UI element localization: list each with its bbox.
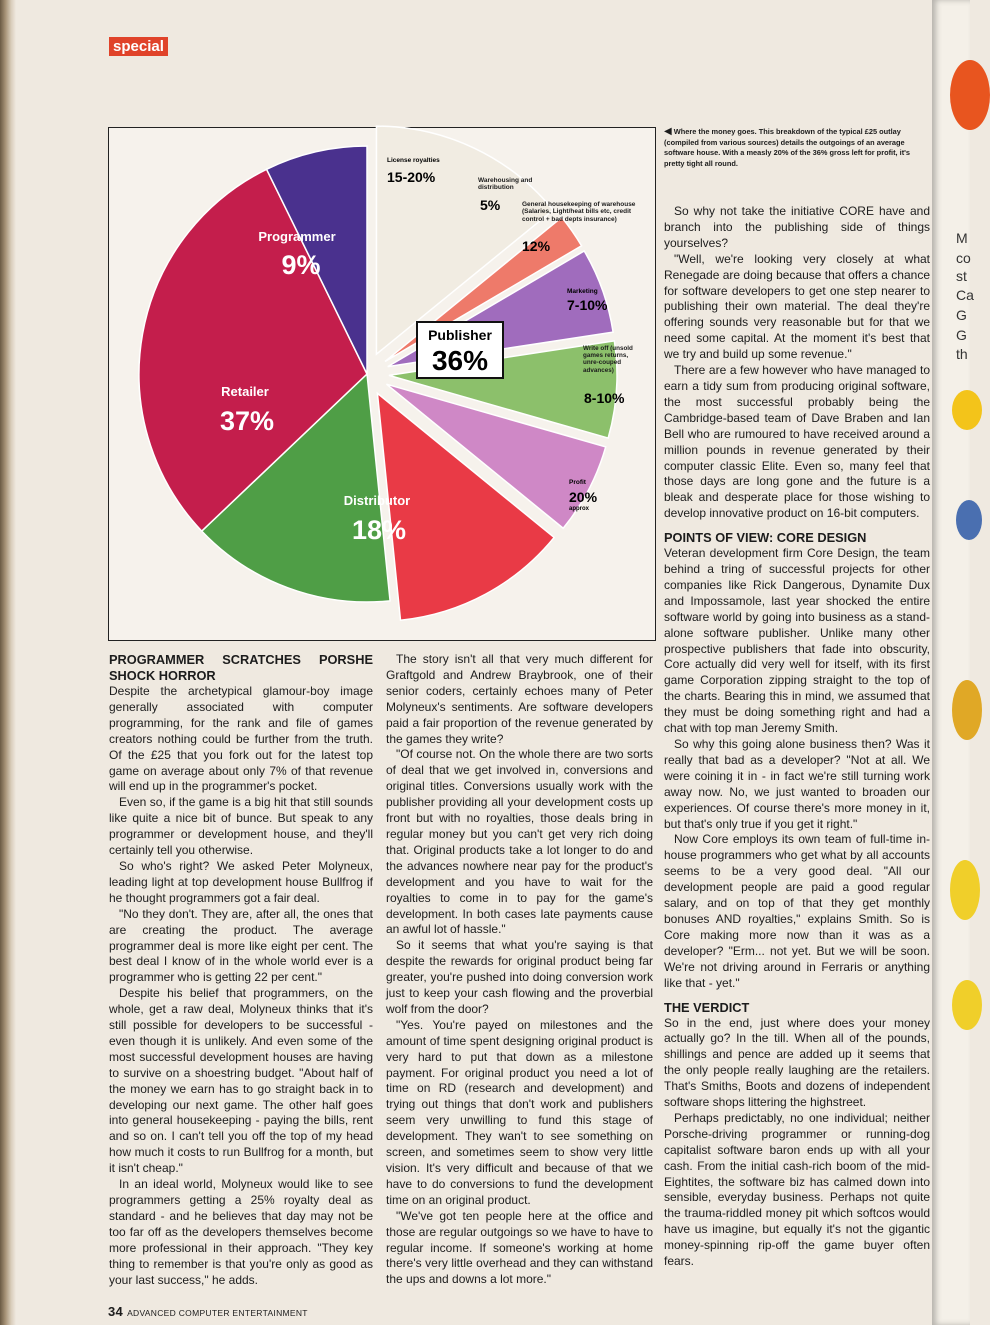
col1-paragraph-3: So who's right? We asked Peter Molyneux, leading light at top development house Bullfrog if he thought programmers got a fair deal.	[109, 858, 373, 905]
label-writeoff-name: Write off (unsold games returns, unre-couped advances)	[583, 345, 633, 374]
label-programmer-value: 9%	[281, 250, 321, 280]
publisher-value: 36%	[431, 345, 489, 376]
col1-paragraph-1: Despite the archetypical glamour-boy image generally associated with computer programming, for the rank and file of games creators nothing could be further from the truth. Of the £25 that you fork out for the latest top game on average about only 7% of that revenue will end up in the programmer's pocket.	[109, 684, 373, 794]
chart-caption	[664, 127, 930, 169]
col3-paragraph-7: So in the end, just where does your money actually go? In the till. When all of the pounds, shillings and pence are added up it seems that the only people really laughing are the retailers. That's Smiths, Boots and dozens of independent software shops littering the highstreet.	[664, 1015, 930, 1110]
label-profit-value: 20%	[569, 489, 598, 505]
facing-page-edge	[932, 0, 974, 1325]
article-column-3	[664, 204, 930, 1270]
label-retailer-name: Retailer	[221, 384, 269, 399]
label-retailer-value: 37%	[219, 406, 275, 436]
label-housekeeping-value: 12%	[522, 238, 551, 254]
label-license-name: License royalties	[387, 157, 440, 164]
col3-paragraph-4: Veteran development firm Core Design, the team behind a tring of successful projects for other companies like Rick Dangerous, Dynamite Dux and Impossamole, last year shocked the entire software world by going into business as a stand-alone software publisher. Unlike many other prospective publishers that fade into obscurity, Core actually did very well for itself, with its first game Corporation zipping straight to the top of the charts. Bearing this in mind, we assumed that they must be doing something right and had a chat with top man Jeremy Smith.	[664, 546, 930, 736]
col3-paragraph-1: So why not take the initiative CORE have and branch into the publishing side of things yourselves?	[664, 204, 930, 250]
edge-yellow-blob	[952, 390, 982, 430]
col2-paragraph-4: "Yes. You're payed on milestones and the amount of time spent designing original product is very hard to put that down as a milestone payment. For original product you need a lot of time on RD (research and development) and trying out things that don't work and publishers seem very unwilling to fund this stage of development. They wan't to see something on screen, and sometimes seem to show very little vision. It's very difficult and because of that we have to do conversions to fund the development time on an original product.	[386, 1017, 653, 1207]
label-marketing-value: 7-10%	[567, 297, 608, 313]
publication-name: ADVANCED COMPUTER ENTERTAINMENT	[127, 1308, 308, 1318]
label-programmer-name: Programmer	[258, 229, 336, 244]
col2-paragraph-3: So it seems that what you're saying is that despite the rewards for original product being far greater, you're pushed into doing conversion work just to keep your cash flowing and the proverbial wolf from the door?	[386, 938, 653, 1016]
label-marketing-name: Marketing	[567, 288, 598, 295]
col3-paragraph-5: So why this going alone business then? Was it really that bad as a developer? "Not at all. We were coining it in - in fact we're still turning work away now. No, we just wanted to broaden our experiences. Of course there's more money in it, but that's only true if you get it right."	[664, 737, 930, 831]
edge-letter-1: M	[956, 230, 968, 246]
label-distributor-name: Distributor	[343, 493, 411, 508]
publisher-label-box	[417, 322, 503, 378]
col3-paragraph-3: There are a few however who have managed to earn a tidy sum from producing original software, the most successful probably being the Cambridge-based team of Dave Braben and Ian Bell who are rumoured to have received around a million pounds in revenue generated by their computer classic Elite. Even so, many feel that those days are long gone and the future is a bleak and desperate place for those wishing to develop innovative product on 16-bit computers.	[664, 363, 930, 521]
label-license-value: 15-20%	[387, 169, 436, 185]
col3-paragraph-6: Now Core employs its own team of full-time in-house programmers who get what by all accounts seems to be a very good deal. "All our development people are paid a good regular salary, and on top of that they get monthly bonuses AND royalties," explains Smith. So is Core making more now than it was as a developer? "Erm... not yet. But we will be soon. We're not driving around in Ferraris or anything like that - yet."	[664, 832, 930, 990]
label-warehousing-value: 5%	[480, 197, 501, 213]
edge-letter-4: Ca	[956, 287, 974, 303]
edge-blue-blob	[956, 500, 982, 540]
col2-paragraph-5: "We've got ten people here at the office and those are regular outgoings so we have to have to regular income. If someone's working at home there's very little overhead and they can withstand the ups and downs a lot more."	[386, 1208, 653, 1287]
label-profit-name: Profit	[569, 479, 586, 486]
article-column-2	[386, 652, 653, 1288]
edge-letter-3: st	[956, 268, 967, 284]
caption-text: Where the money goes. This breakdown of the typical £25 outlay (compiled from various sources) details the outgoings of an average software house. With a measly 20% of the 36% gross left for profit, it's pretty tight all round.	[664, 127, 911, 168]
edge-letter-5: G	[956, 307, 967, 323]
heading-core-design: POINTS OF VIEW: CORE DESIGN	[664, 530, 867, 546]
article-column-1	[109, 652, 373, 1288]
page-binding-shadow	[0, 0, 16, 1325]
label-housekeeping-name: General housekeeping of warehouse (Salaries, Light/heat bills etc, credit control + bad depts insurance)	[522, 201, 636, 223]
col2-paragraph-2: "Of course not. On the whole there are two sorts of deal that we get involved in, conversions and original titles. Conversions usually work with the publisher providing all your development costs up front but with no royalties, those deals bring in regular money but you can't get very rich doing that. Original products take a lot longer to do and the advances nowhere near pay for the product's development and you have to wait for the royalties to come in to pay for the game's development. In both cases late payments cause an awful lot of hassle."	[386, 747, 653, 937]
pie-chart	[109, 128, 655, 640]
col3-paragraph-8: Perhaps predictably, no one individual; neither Porsche-driving programmer or running-dog capitalist software baron ends up with all your cash. From the initial cash-rich boom of the mid-Eightites, the software biz has calmed down into sensible, everyday business. Perhaps not quite the trauma-riddled money pit which softcos would have us imagine, but equally it's not the gigantic money-spinning rip-off the game buyer often fears.	[664, 1110, 930, 1269]
edge-yellow-blob-4	[952, 980, 982, 1030]
heading-the-verdict: THE VERDICT	[664, 999, 750, 1015]
col2-paragraph-1: The story isn't all that very much different for Graftgold and Andrew Braybrook, one of their senior coders, certainly echoes many of Peter Molyneux's sentiments. Are software developers paid a fair proportion of the revenue generated by the games they write?	[386, 652, 653, 746]
pie-chart-panel	[108, 127, 656, 641]
edge-orange-blob	[950, 60, 990, 130]
col1-paragraph-5: Despite his belief that programmers, on the whole, get a raw deal, Molyneux thinks that it's still possible for developers to be successful - even though it is unlikely. And even some of the most successful development houses are having to survive on a shoestring budget. "About half of the money we earn has to go straight back in to developing our next game. The other half goes into general housekeeping - paying the bills, rent and so on. I can't tell you off the top of my head how much it costs to run Bullfrog for a month, but it isn't cheap."	[109, 986, 373, 1176]
col1-paragraph-6: In an ideal world, Molyneux would like to see programmers getting a 25% royalty deal as standard - and he believes that day may not be too far off as the developers themselves become more professional in their approach. "They key thing to remember is that you're only as good as your last success," he adds.	[109, 1177, 373, 1287]
col1-paragraph-4: "No they don't. They are, after all, the ones that are creating the product. The average programmer deal is more like eight per cent. The best deal I know of in the whole world ever is a programmer who is getting 22 per cent."	[109, 906, 373, 985]
caption-arrow-icon: ◀	[664, 126, 672, 137]
edge-yellow-blob-2	[952, 680, 982, 740]
label-distributor-value: 18%	[351, 515, 407, 545]
label-warehousing-name: Warehousing and distribution	[478, 177, 533, 192]
edge-letter-7: th	[956, 346, 968, 362]
label-profit-note: approx	[569, 506, 590, 512]
edge-yellow-blob-3	[950, 860, 980, 920]
page-folio	[108, 1304, 308, 1319]
edge-letter-2: co	[956, 250, 971, 266]
col1-paragraph-2: Even so, if the game is a big hit that still sounds like quite a nice bit of bunce. But speak to any programmer or development house, and they'll certainly tell you otherwise.	[109, 795, 373, 858]
publisher-name: Publisher	[428, 327, 492, 343]
edge-letter-6: G	[956, 327, 967, 343]
label-writeoff-value: 8-10%	[584, 390, 625, 406]
section-tag: special	[109, 37, 168, 56]
page-number: 34	[108, 1304, 124, 1319]
col3-paragraph-2: "Well, we're looking very closely at what Renegade are doing because that offers a chance for software developers to get one step nearer to publishing their own material. The deal they're offering sounds very reasonable but for that we need some capital. At the moment it's best that we try and build up some revenue."	[664, 251, 930, 362]
heading-programmer-scratches: PROGRAMMER SCRATCHES PORSHE SHOCK HORROR	[109, 652, 373, 683]
